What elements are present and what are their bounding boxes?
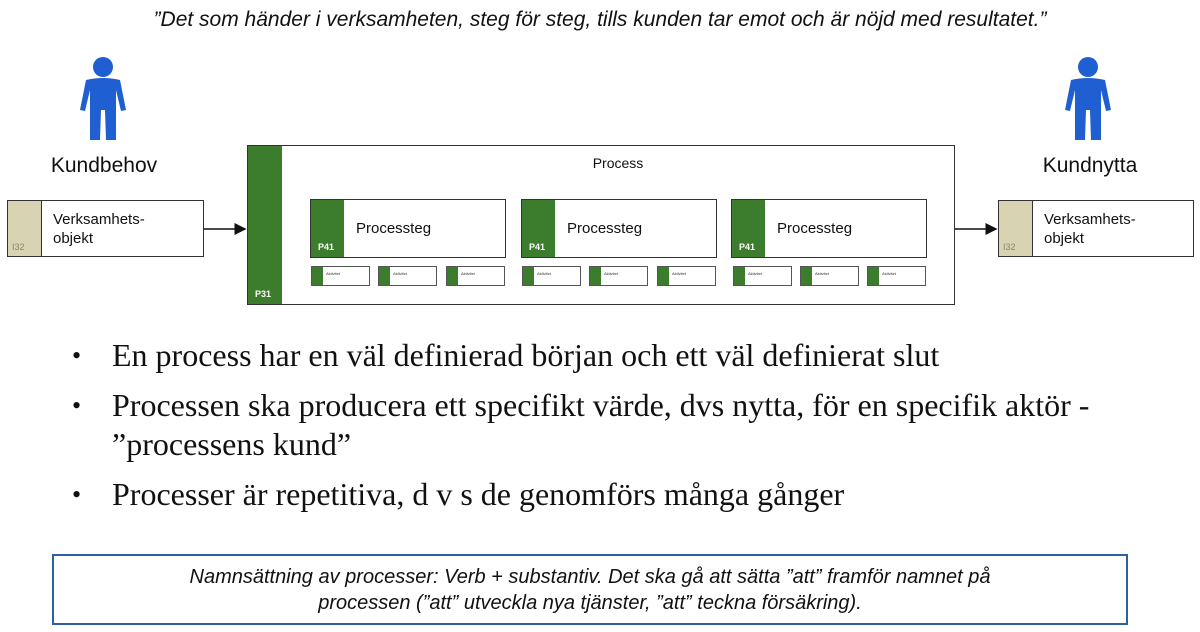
activity-box <box>589 266 648 286</box>
activity-label: Aktivitet <box>461 271 476 276</box>
activity-label: Aktivitet <box>672 271 687 276</box>
list-item <box>72 336 1172 375</box>
object-label-line2: objekt <box>1044 230 1085 247</box>
step-bar <box>522 200 555 257</box>
activity-label: Aktivitet <box>537 271 552 276</box>
step-code: P41 <box>318 242 335 252</box>
step-label: Processteg <box>356 220 432 237</box>
bullet-text: En process har en väl definierad början och ett väl definierat slut <box>112 337 940 373</box>
activity-box <box>867 266 926 286</box>
bullet-text: Processen ska producera ett specifikt värde, dvs nytta, för en specifik aktör - ”processens kund” <box>112 387 1090 462</box>
activity-box <box>733 266 792 286</box>
activity-label: Aktivitet <box>604 271 619 276</box>
step-label: Processteg <box>777 220 853 237</box>
process-step <box>521 199 717 258</box>
activity-box <box>446 266 505 286</box>
activity-box <box>522 266 581 286</box>
naming-note <box>52 554 1128 625</box>
activity-box <box>311 266 370 286</box>
object-code: I32 <box>12 242 25 252</box>
customer-value-label: Kundnytta <box>1042 154 1138 177</box>
object-label-line1: Verksamhets- <box>1044 211 1136 228</box>
object-label-line1: Verksamhets- <box>53 211 145 228</box>
step-code: P41 <box>739 242 756 252</box>
activity-label: Aktivitet <box>393 271 408 276</box>
activity-box <box>378 266 437 286</box>
activity-label: Aktivitet <box>748 271 763 276</box>
bullet-marker: • <box>72 391 82 420</box>
process-title: Process <box>592 155 644 171</box>
step-label: Processteg <box>567 220 643 237</box>
list-item <box>72 386 1172 464</box>
bullet-text: Processer är repetitiva, d v s de genomförs många gånger <box>112 476 845 512</box>
activity-label: Aktivitet <box>882 271 897 276</box>
bullet-list <box>72 336 1172 525</box>
object-label-line2: objekt <box>53 230 94 247</box>
bullet-marker: • <box>72 480 82 509</box>
activity-label: Aktivitet <box>815 271 830 276</box>
activity-box <box>800 266 859 286</box>
header-quote: ”Det som händer i verksamheten, steg för steg, tills kunden tar emot och är nöjd med resultatet.” <box>153 8 1047 31</box>
process-code: P31 <box>255 289 272 299</box>
process-step <box>731 199 927 258</box>
object-code: I32 <box>1003 242 1016 252</box>
activity-label: Aktivitet <box>326 271 341 276</box>
step-bar <box>311 200 344 257</box>
note-line-2: processen (”att” utveckla nya tjänster, ”att” teckna försäkring). <box>318 592 862 614</box>
bullet-marker: • <box>72 341 82 370</box>
activity-box <box>657 266 716 286</box>
customer-need-label: Kundbehov <box>50 154 158 177</box>
step-bar <box>732 200 765 257</box>
process-box <box>247 145 955 305</box>
list-item <box>72 475 1172 514</box>
note-line-1: Namnsättning av processer: Verb + substantiv. Det ska gå att sätta ”att” framför namnet på <box>189 566 991 588</box>
step-code: P41 <box>529 242 546 252</box>
process-step <box>310 199 506 258</box>
